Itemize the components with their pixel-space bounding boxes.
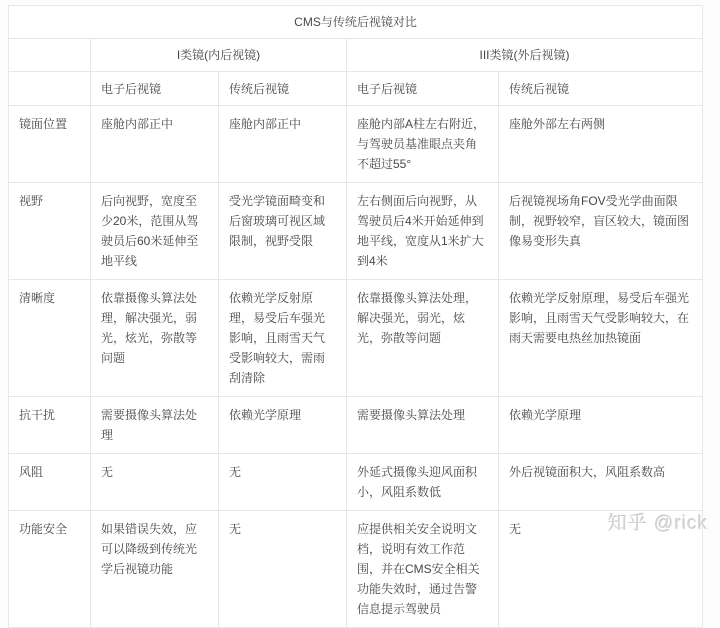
table-cell: 依赖光学反射原理，易受后车强光影响，且雨雪天气受影响较大，需雨刮清除 xyxy=(219,280,347,397)
column-header: 电子后视镜 xyxy=(91,72,219,106)
table-row xyxy=(9,397,703,454)
table-row xyxy=(9,6,703,39)
column-header: 传统后视镜 xyxy=(499,72,703,106)
table-cell: 无 xyxy=(219,454,347,511)
table-cell: 座舱内部正中 xyxy=(91,106,219,183)
table-row xyxy=(9,106,703,183)
comparison-table xyxy=(8,5,703,628)
table-cell: 依靠摄像头算法处理，解决强光，弱光，炫光，弥散等问题 xyxy=(91,280,219,397)
row-label: 抗干扰 xyxy=(9,397,91,454)
table-cell: 如果错误失效，应可以降级到传统光学后视镜功能 xyxy=(91,511,219,628)
table-row xyxy=(9,280,703,397)
table-row xyxy=(9,511,703,628)
table-cell: 应提供相关安全说明文档，说明有效工作范围，并在CMS安全相关功能失效时，通过告警信息提示驾驶员 xyxy=(347,511,499,628)
corner-cell xyxy=(9,39,91,72)
table-cell: 后视镜视场角FOV受光学曲面限制，视野较窄，盲区较大，镜面图像易变形失真 xyxy=(499,183,703,280)
table-row xyxy=(9,454,703,511)
table-cell: 无 xyxy=(91,454,219,511)
table-cell: 座舱内部正中 xyxy=(219,106,347,183)
table-cell: 无 xyxy=(499,511,703,628)
table-row xyxy=(9,72,703,106)
row-label: 风阻 xyxy=(9,454,91,511)
table-cell: 外延式摄像头迎风面积小，风阻系数低 xyxy=(347,454,499,511)
table-row xyxy=(9,39,703,72)
column-header: 电子后视镜 xyxy=(347,72,499,106)
zhihu-watermark: 知乎 @rick xyxy=(607,513,708,534)
table-cell: 依靠摄像头算法处理，解决强光，弱光，炫光，弥散等问题 xyxy=(347,280,499,397)
table-cell: 受光学镜面畸变和后窗玻璃可视区域限制，视野受限 xyxy=(219,183,347,280)
table-cell: 需要摄像头算法处理 xyxy=(91,397,219,454)
table-row xyxy=(9,183,703,280)
table-cell: 无 xyxy=(219,511,347,628)
row-label: 视野 xyxy=(9,183,91,280)
group-header-class1: I类镜(内后视镜) xyxy=(91,39,347,72)
row-label: 清晰度 xyxy=(9,280,91,397)
table-cell: 座舱内部A柱左右附近，与驾驶员基准眼点夹角不超过55° xyxy=(347,106,499,183)
table-cell: 依赖光学反射原理，易受后车强光影响，且雨雪天气受影响较大，在雨天需要电热丝加热镜面 xyxy=(499,280,703,397)
column-header: 传统后视镜 xyxy=(219,72,347,106)
table-cell: 依赖光学原理 xyxy=(499,397,703,454)
row-label: 镜面位置 xyxy=(9,106,91,183)
table-cell: 座舱外部左右两侧 xyxy=(499,106,703,183)
corner-cell xyxy=(9,72,91,106)
group-header-class3: III类镜(外后视镜) xyxy=(347,39,703,72)
table-cell: 需要摄像头算法处理 xyxy=(347,397,499,454)
row-label: 功能安全 xyxy=(9,511,91,628)
table-cell: 依赖光学原理 xyxy=(219,397,347,454)
table-cell: 左右侧面后向视野，从驾驶员后4米开始延伸到地平线，宽度从1米扩大到4米 xyxy=(347,183,499,280)
table-cell: 外后视镜面积大，风阻系数高 xyxy=(499,454,703,511)
table-title: CMS与传统后视镜对比 xyxy=(9,6,703,39)
table-cell: 后向视野，宽度至少20米，范围从驾驶员后60米延伸至地平线 xyxy=(91,183,219,280)
